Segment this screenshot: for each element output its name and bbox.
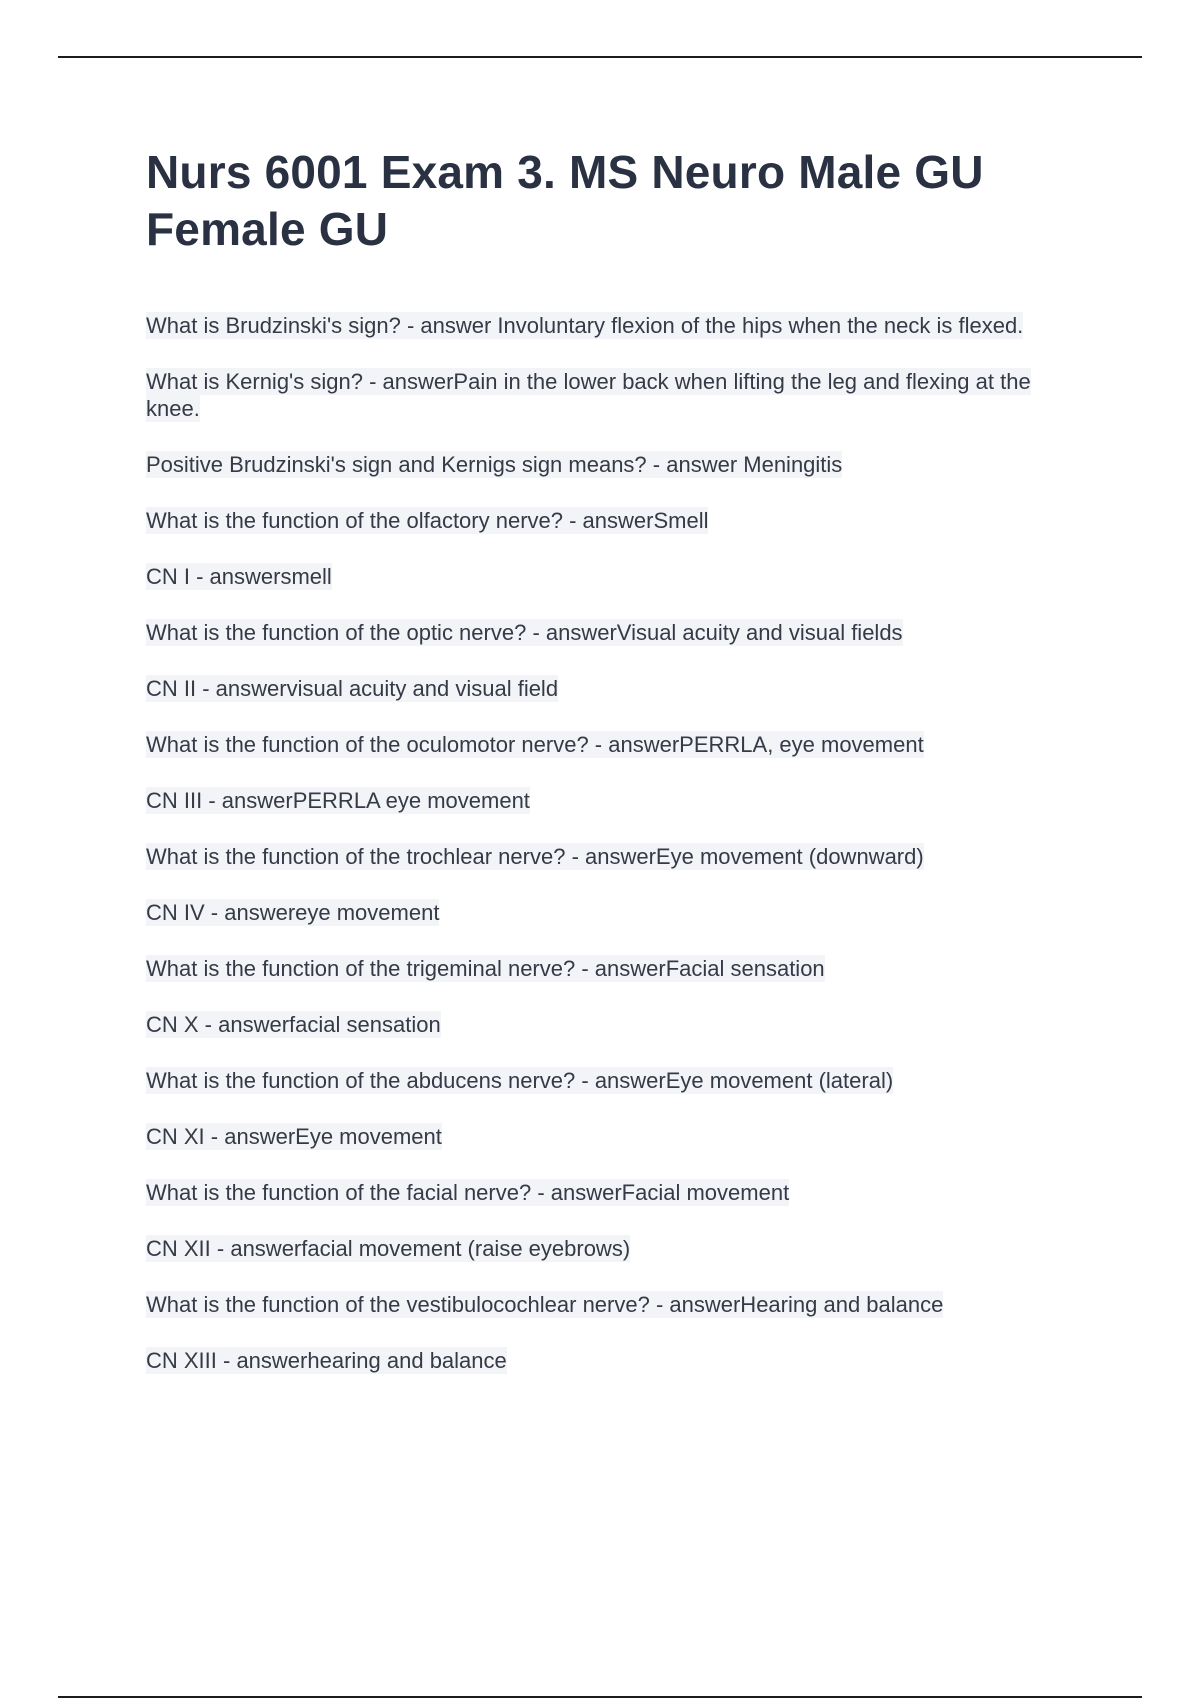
qa-text: What is Brudzinski's sign? - answer Involuntary flexion of the hips when the neck is flexed. bbox=[146, 313, 1024, 338]
qa-item bbox=[146, 899, 1086, 926]
qa-item bbox=[146, 1347, 1086, 1374]
qa-item bbox=[146, 619, 1086, 646]
document-content bbox=[146, 144, 1086, 1403]
qa-text: CN III - answerPERRLA eye movement bbox=[146, 788, 530, 813]
qa-item bbox=[146, 368, 1086, 422]
qa-list bbox=[146, 312, 1086, 1374]
qa-item bbox=[146, 1123, 1086, 1150]
qa-item bbox=[146, 1011, 1086, 1038]
qa-text: CN I - answersmell bbox=[146, 564, 332, 589]
qa-item bbox=[146, 1067, 1086, 1094]
qa-text: Positive Brudzinski's sign and Kernigs sign means? - answer Meningitis bbox=[146, 452, 843, 477]
qa-text: CN XI - answerEye movement bbox=[146, 1124, 442, 1149]
qa-item bbox=[146, 312, 1086, 339]
qa-text: CN II - answervisual acuity and visual field bbox=[146, 676, 559, 701]
qa-item bbox=[146, 843, 1086, 870]
footer-rule bbox=[58, 1696, 1142, 1698]
qa-item bbox=[146, 675, 1086, 702]
qa-text: What is the function of the olfactory nerve? - answerSmell bbox=[146, 508, 709, 533]
qa-text: CN X - answerfacial sensation bbox=[146, 1012, 441, 1037]
qa-item bbox=[146, 451, 1086, 478]
qa-text: What is the function of the oculomotor nerve? - answerPERRLA, eye movement bbox=[146, 732, 924, 757]
qa-text: What is the function of the facial nerve? - answerFacial movement bbox=[146, 1180, 790, 1205]
qa-item bbox=[146, 1179, 1086, 1206]
qa-text: What is Kernig's sign? - answerPain in the lower back when lifting the leg and flexing at the knee. bbox=[146, 369, 1031, 421]
qa-item bbox=[146, 787, 1086, 814]
qa-text: What is the function of the vestibulocochlear nerve? - answerHearing and balance bbox=[146, 1292, 944, 1317]
header-rule bbox=[58, 56, 1142, 58]
document-title: Nurs 6001 Exam 3. MS Neuro Male GU Female GU bbox=[146, 146, 984, 255]
qa-text: What is the function of the trigeminal nerve? - answerFacial sensation bbox=[146, 956, 825, 981]
qa-text: What is the function of the optic nerve? - answerVisual acuity and visual fields bbox=[146, 620, 903, 645]
qa-item bbox=[146, 955, 1086, 982]
qa-item bbox=[146, 731, 1086, 758]
qa-item bbox=[146, 507, 1086, 534]
qa-text: CN XIII - answerhearing and balance bbox=[146, 1348, 507, 1373]
qa-item bbox=[146, 563, 1086, 590]
qa-text: CN IV - answereye movement bbox=[146, 900, 440, 925]
qa-item bbox=[146, 1291, 1086, 1318]
qa-text: What is the function of the trochlear nerve? - answerEye movement (downward) bbox=[146, 844, 924, 869]
qa-item bbox=[146, 1235, 1086, 1262]
qa-text: What is the function of the abducens nerve? - answerEye movement (lateral) bbox=[146, 1068, 894, 1093]
qa-text: CN XII - answerfacial movement (raise eyebrows) bbox=[146, 1236, 631, 1261]
